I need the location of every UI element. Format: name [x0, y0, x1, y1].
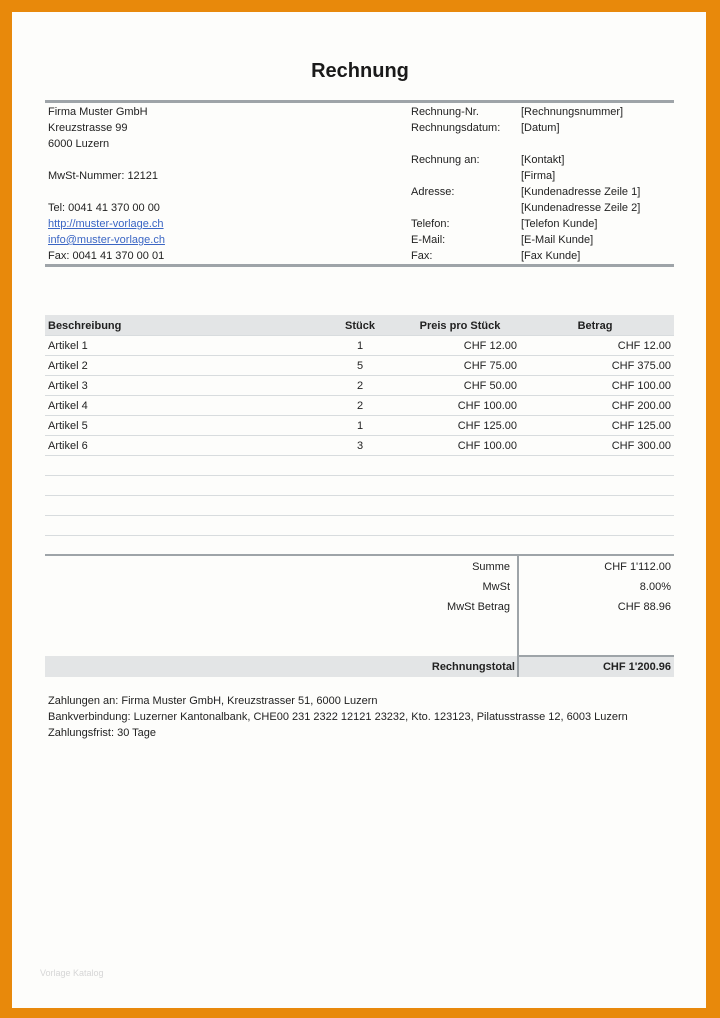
page-title: Rechnung	[311, 60, 409, 82]
meta-label: Rechnung-Nr.	[411, 106, 479, 118]
total-label: Rechnungstotal	[431, 661, 515, 673]
header-top-rule	[45, 100, 674, 103]
table-row-line	[45, 495, 674, 496]
column-header-unit-price: Preis pro Stück	[419, 320, 501, 332]
meta-value: [Kontakt]	[521, 154, 565, 166]
table-cell-unit-price: CHF 12.00	[463, 340, 517, 352]
payment-term: Zahlungsfrist: 30 Tage	[48, 727, 157, 739]
meta-value: [Telefon Kunde]	[521, 218, 598, 230]
meta-value: [E-Mail Kunde]	[521, 234, 594, 246]
summary-divider	[517, 556, 519, 656]
table-cell-amount: CHF 300.00	[611, 440, 671, 452]
header-bottom-rule	[45, 264, 674, 267]
table-cell-quantity: 5	[356, 360, 364, 372]
column-header-amount: Betrag	[577, 320, 613, 332]
table-cell-amount: CHF 375.00	[611, 360, 671, 372]
table-cell-unit-price: CHF 75.00	[463, 360, 517, 372]
meta-label: E-Mail:	[411, 234, 446, 246]
table-cell-quantity: 2	[356, 400, 364, 412]
vat-amount-value: CHF 88.96	[617, 601, 671, 613]
table-cell-description: Artikel 3	[48, 380, 88, 392]
meta-label: Rechnungsdatum:	[411, 122, 501, 134]
total-divider	[517, 656, 519, 677]
table-cell-unit-price: CHF 100.00	[457, 440, 517, 452]
total-top-rule	[518, 655, 674, 657]
table-cell-amount: CHF 200.00	[611, 400, 671, 412]
meta-label: Fax:	[411, 250, 433, 262]
table-cell-description: Artikel 2	[48, 360, 88, 372]
column-header-description: Beschreibung	[48, 320, 122, 332]
sender-website-link[interactable]: http://muster-vorlage.ch	[48, 218, 164, 230]
table-row-line	[45, 355, 674, 356]
meta-label: Rechnung an:	[411, 154, 480, 166]
vat-amount-label: MwSt Betrag	[447, 601, 510, 613]
sender-city: 6000 Luzern	[48, 138, 110, 150]
meta-label: Adresse:	[411, 186, 455, 198]
sender-phone: Tel: 0041 41 370 00 00	[48, 202, 160, 214]
sender-company: Firma Muster GmbH	[48, 106, 148, 118]
meta-value: [Rechnungsnummer]	[521, 106, 624, 118]
table-cell-description: Artikel 1	[48, 340, 88, 352]
table-cell-description: Artikel 5	[48, 420, 88, 432]
table-cell-amount: CHF 125.00	[611, 420, 671, 432]
vat-value: 8.00%	[639, 581, 671, 593]
sender-fax: Fax: 0041 41 370 00 01	[48, 250, 165, 262]
sender-street: Kreuzstrasse 99	[48, 122, 128, 134]
meta-value: [Kundenadresse Zeile 2]	[521, 202, 641, 214]
table-row-line	[45, 395, 674, 396]
table-cell-description: Artikel 4	[48, 400, 88, 412]
vat-label: MwSt	[482, 581, 510, 593]
table-cell-description: Artikel 6	[48, 440, 88, 452]
table-cell-amount: CHF 100.00	[611, 380, 671, 392]
column-header-quantity: Stück	[345, 320, 375, 332]
table-cell-unit-price: CHF 50.00	[463, 380, 517, 392]
table-cell-quantity: 1	[356, 340, 364, 352]
meta-value: [Datum]	[521, 122, 560, 134]
sum-label: Summe	[472, 561, 510, 573]
table-row-line	[45, 455, 674, 456]
table-row-line	[45, 535, 674, 536]
table-row-line	[45, 435, 674, 436]
table-cell-quantity: 3	[356, 440, 364, 452]
table-cell-unit-price: CHF 125.00	[457, 420, 517, 432]
table-cell-quantity: 2	[356, 380, 364, 392]
table-row-line	[45, 415, 674, 416]
table-cell-amount: CHF 12.00	[617, 340, 671, 352]
total-value: CHF 1'200.96	[602, 661, 671, 673]
table-row-line	[45, 475, 674, 476]
payment-recipient: Zahlungen an: Firma Muster GmbH, Kreuzstrasser 51, 6000 Luzern	[48, 695, 378, 707]
table-row-line	[45, 335, 674, 336]
meta-value: [Firma]	[521, 170, 556, 182]
meta-value: [Kundenadresse Zeile 1]	[521, 186, 641, 198]
bank-details: Bankverbindung: Luzerner Kantonalbank, CHE00 231 2322 12121 23232, Kto. 123123, Pilatusstrasse 12, 6003 Luzern	[48, 711, 628, 723]
table-row-line	[45, 515, 674, 516]
table-bottom-rule	[45, 554, 674, 556]
table-cell-unit-price: CHF 100.00	[457, 400, 517, 412]
meta-label: Telefon:	[411, 218, 450, 230]
meta-value: [Fax Kunde]	[521, 250, 581, 262]
sender-vat-number: MwSt-Nummer: 12121	[48, 170, 159, 182]
table-row-line	[45, 375, 674, 376]
invoice-page	[12, 12, 706, 1008]
sender-email-link[interactable]: info@muster-vorlage.ch	[48, 234, 165, 246]
watermark: Vorlage Katalog	[40, 968, 104, 978]
sum-value: CHF 1'112.00	[604, 561, 671, 573]
table-cell-quantity: 1	[356, 420, 364, 432]
